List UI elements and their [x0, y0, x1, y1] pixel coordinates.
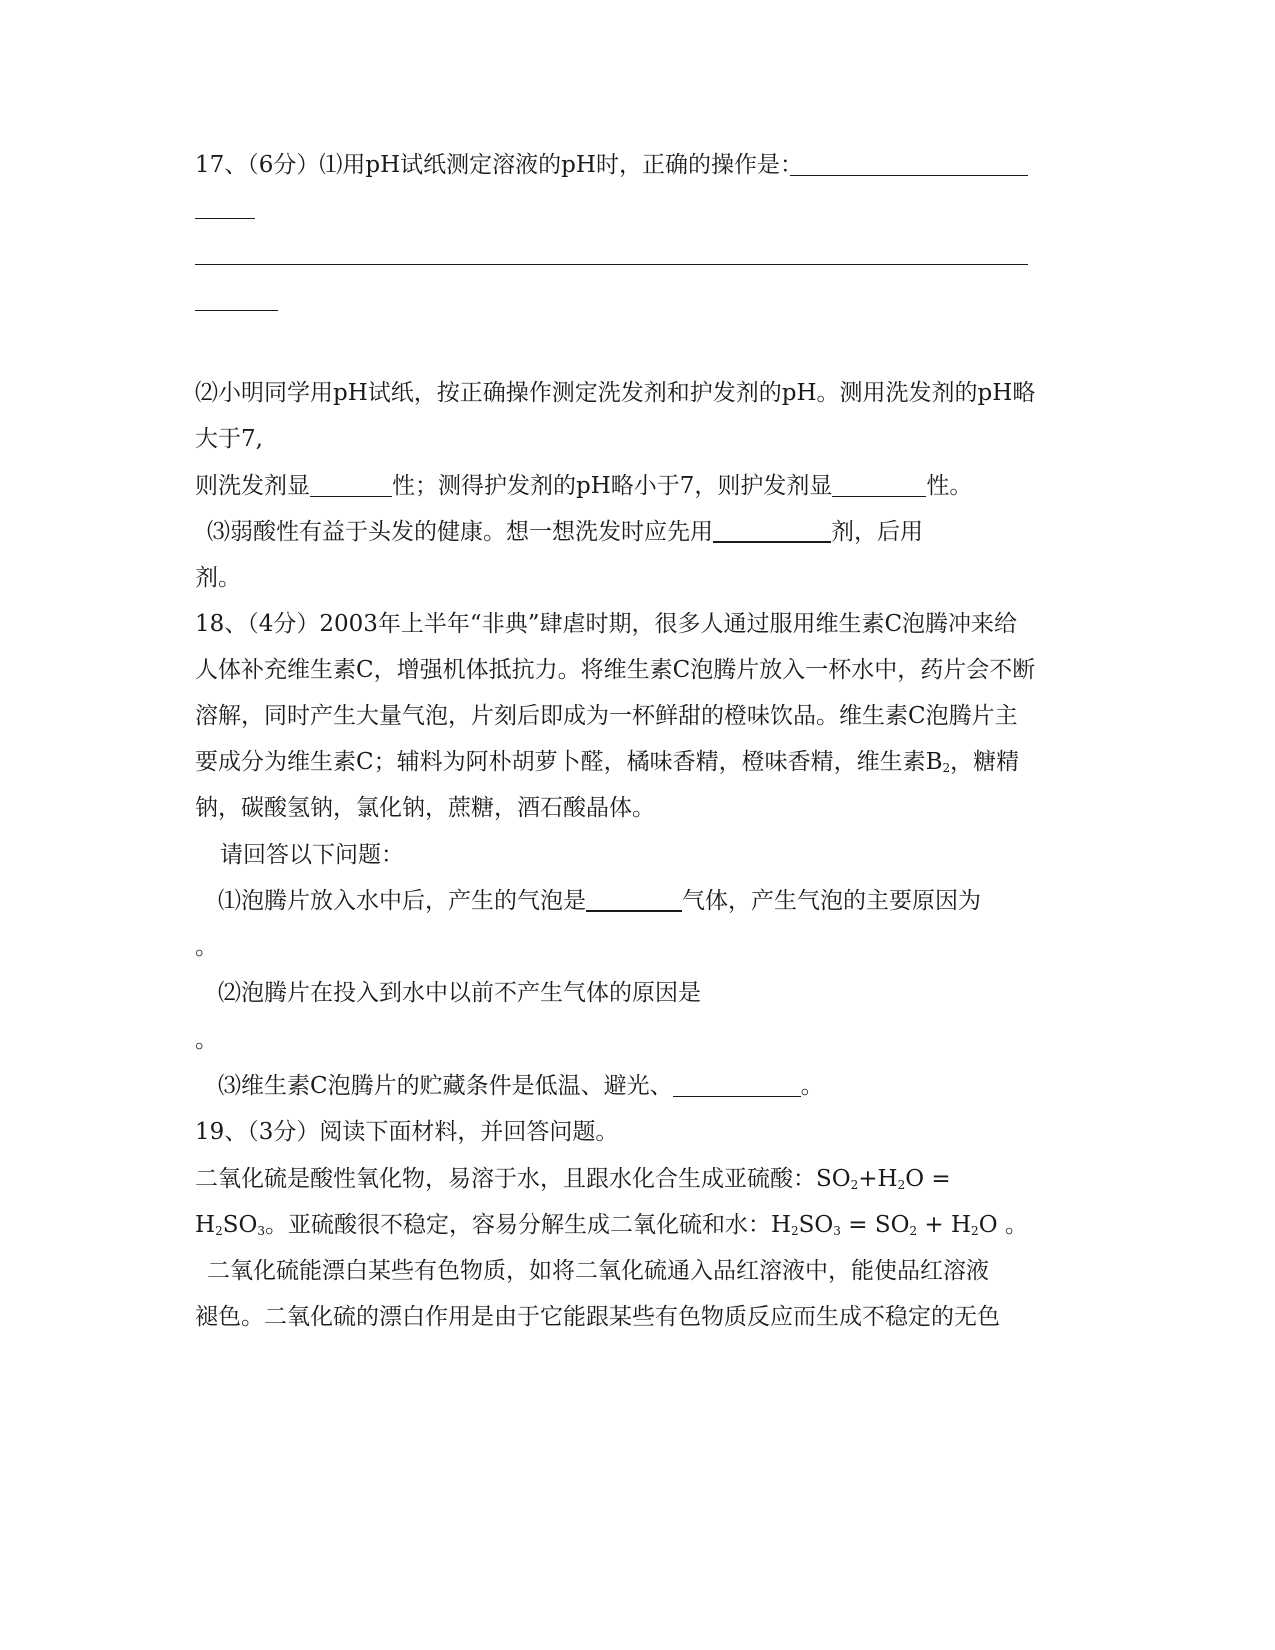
q18-sub2-end: 。	[195, 1027, 218, 1053]
q17-part2-line2: 大于7,	[195, 426, 263, 452]
q19-line5: 褪色。二氧化硫的漂白作用是由于它能跟某些有色物质反应而生成不稳定的无色	[195, 1304, 1000, 1330]
q18-sub3: ⑶维生素C泡腾片的贮藏条件是低温、避光、 。	[218, 1073, 824, 1099]
q17-stem: 17、（6分）⑴用pH试纸测定溶液的pH时，正确的操作是：	[195, 152, 803, 178]
q18-sub1-end: 。	[195, 934, 218, 960]
q19-line3: $H_2SO_3$。亚硫酸很不稳定，容易分解生成二氧化硫和水：$H_2SO_3 = SO_2 + H_2O$ 。	[195, 1212, 1028, 1238]
q17-shampoo-blank[interactable]	[310, 474, 392, 497]
q17-part3-line2: 剂。	[195, 565, 241, 591]
q18-sub1: ⑴泡腾片放入水中后，产生的气泡是 气体，产生气泡的主要原因为	[218, 888, 981, 914]
q18-prompt: 请回答以下问题：	[220, 842, 404, 868]
q18-sub2: ⑵泡腾片在投入到水中以前不产生气体的原因是	[218, 980, 701, 1006]
q19-line1: 19、（3分）阅读下面材料，并回答问题。	[195, 1119, 619, 1145]
q17-line1	[195, 150, 803, 180]
q17-answer-blank-1c[interactable]	[195, 264, 1028, 265]
q18-line3: 溶解，同时产生大量气泡，片刻后即成为一杯鲜甜的橙味饮品。维生素C泡腾片主	[195, 703, 1018, 729]
q17-answer-blank-1d[interactable]	[195, 310, 278, 311]
q17-part2-line3: 则洗发剂显 性；测得护发剂的pH略小于7，则护发剂显 性。	[195, 473, 973, 499]
q17-answer-blank-1b[interactable]	[195, 218, 255, 219]
q17-part2-line1: ⑵小明同学用pH试纸，按正确操作测定洗发剂和护发剂的pH。测用洗发剂的pH略	[195, 380, 1036, 406]
q18-line2: 人体补充维生素C，增强机体抵抗力。将维生素C泡腾片放入一杯水中，药片会不断	[195, 657, 1036, 683]
q18-gas-blank[interactable]	[586, 888, 682, 912]
q17-answer-blank-1a[interactable]	[790, 175, 1028, 176]
q18-line5: 钠，碳酸氢钠，氯化钠，蔗糖，酒石酸晶体。	[195, 795, 655, 821]
q17-part3-line1: ⑶弱酸性有益于头发的健康。想一想洗发时应先用 剂，后用	[207, 519, 923, 545]
q18-storage-blank[interactable]	[673, 1074, 801, 1097]
q19-line2: 二氧化硫是酸性氧化物，易溶于水，且跟水化合生成亚硫酸：$SO_2+H_2O$ =	[195, 1166, 951, 1192]
q18-line4: 要成分为维生素C；辅料为阿朴胡萝卜醛，橘味香精，橙味香精，维生素$B_2$，糖精	[195, 749, 1020, 775]
q17-conditioner-blank[interactable]	[832, 474, 926, 497]
q18-line1: 18、（4分）2003年上半年“非典”肆虐时期，很多人通过服用维生素C泡腾冲来给	[195, 611, 1018, 637]
q19-line4: 二氧化硫能漂白某些有色物质，如将二氧化硫通入品红溶液中，能使品红溶液	[207, 1258, 989, 1284]
q17-first-agent-blank[interactable]	[713, 519, 831, 543]
